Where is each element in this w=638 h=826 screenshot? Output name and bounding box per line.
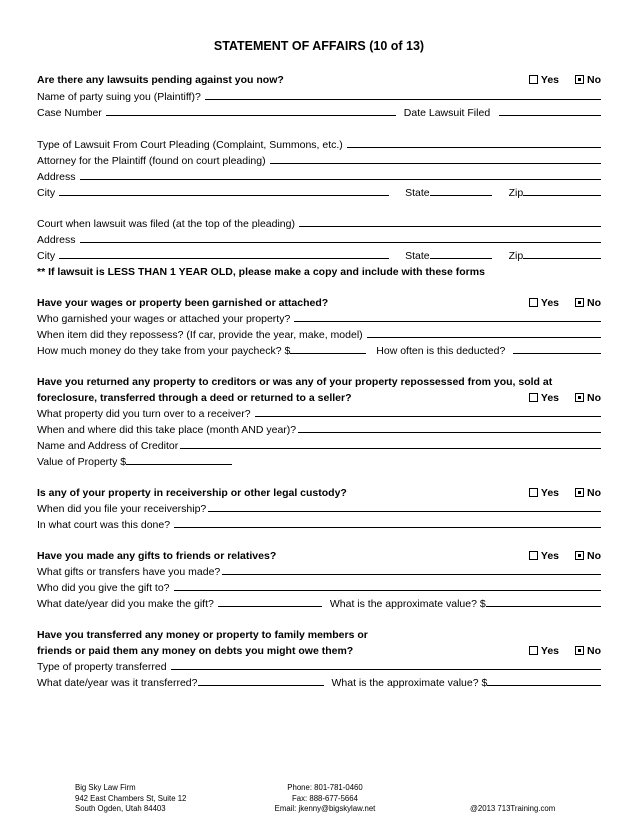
footer-fax: Fax: 888-677-5664 (292, 793, 358, 803)
zip-field[interactable] (523, 195, 601, 196)
lawsuit-type-row: Type of Lawsuit From Court Pleading (Complaint, Summons, etc.) (37, 136, 601, 151)
receiver-row: What property did you turn over to a receiver? (37, 405, 601, 420)
receivership-court-row: In what court was this done? (37, 516, 601, 531)
gifts-no-checkbox[interactable] (575, 551, 584, 560)
footer-city: South Ogden, Utah 84403 (75, 804, 166, 813)
footer-email: Email: jkenny@bigskylaw.net (274, 804, 376, 813)
creditor-row: Name and Address of Creditor (37, 437, 601, 452)
gifts-value-field[interactable] (486, 606, 601, 607)
receiver-property-field[interactable] (255, 416, 601, 417)
returned-question-l1: Have you returned any property to creditors or was any of your property repossessed from you, sold at (37, 376, 553, 388)
lawsuits-yes-no: Yes No (529, 74, 601, 86)
court-state-field[interactable] (430, 258, 492, 259)
address2-row: Address (37, 231, 601, 246)
footer-phone: Phone: 801-781-0460 (287, 783, 363, 792)
plaintiff-field[interactable] (205, 99, 601, 100)
receivership-when-field[interactable] (208, 511, 601, 512)
footer-firm-name: Big Sky Law Firm (75, 783, 136, 792)
court-row: Court when lawsuit was filed (at the top of the pleading) (37, 215, 601, 230)
transfer-type-row: Type of property transferred (37, 658, 601, 673)
lawsuit-type-field[interactable] (347, 147, 601, 148)
transfer-date-field[interactable] (198, 685, 324, 686)
attorney-field[interactable] (270, 163, 601, 164)
footer-copyright: @2013 713Training.com (470, 804, 556, 813)
returned-yes-checkbox[interactable] (529, 393, 538, 402)
attorney-row: Attorney for the Plaintiff (found on court pleading) (37, 152, 601, 167)
lawsuit-note: ** If lawsuit is LESS THAN 1 YEAR OLD, please make a copy and include with these forms (37, 266, 485, 278)
garnished-who-row: Who garnished your wages or attached your property? (37, 310, 601, 325)
garnished-no-checkbox[interactable] (575, 298, 584, 307)
garnished-yes-checkbox[interactable] (529, 298, 538, 307)
property-value-row: Value of Property $ (37, 453, 601, 468)
deduction-frequency-field[interactable] (513, 353, 601, 354)
case-number-row: Case Number Date Lawsuit Filed (37, 104, 601, 119)
receivership-court-field[interactable] (174, 527, 601, 528)
footer-contact-block (260, 783, 390, 815)
transfer-question-l2: friends or paid them any money on debts you might owe them? Yes No (37, 645, 601, 657)
paycheck-row: How much money do they take from your paycheck? $ How often is this deducted? (37, 342, 601, 357)
receivership-question: Is any of your property in receivership or other legal custody? Yes No (37, 487, 601, 499)
transfer-type-field[interactable] (171, 669, 601, 670)
city-row: City State Zip (37, 184, 601, 199)
lawsuits-yes-checkbox[interactable] (529, 75, 538, 84)
receivership-when-row: When did you file your receivership? (37, 500, 601, 515)
receivership-no-checkbox[interactable] (575, 488, 584, 497)
receivership-yes-checkbox[interactable] (529, 488, 538, 497)
when-where-row: When and where did this take place (month AND year)? (37, 421, 601, 436)
address-field[interactable] (80, 179, 601, 180)
gifts-who-row: Who did you give the gift to? (37, 579, 601, 594)
city-field[interactable] (59, 195, 389, 196)
gifts-what-row: What gifts or transfers have you made? (37, 563, 601, 578)
state-field[interactable] (430, 195, 492, 196)
garnished-question: Have your wages or property been garnished or attached? Yes No (37, 297, 601, 309)
court-field[interactable] (299, 226, 601, 227)
plaintiff-row: Name of party suing you (Plaintiff)? (37, 88, 601, 103)
property-value-field[interactable] (126, 464, 232, 465)
lawsuits-no-checkbox[interactable] (575, 75, 584, 84)
gifts-question: Have you made any gifts to friends or relatives? Yes No (37, 550, 601, 562)
creditor-field[interactable] (180, 448, 601, 449)
transfer-question-l1: Have you transferred any money or property to family members or (37, 629, 368, 641)
repossess-when-field[interactable] (367, 337, 601, 338)
gifts-date-row: What date/year did you make the gift? What is the approximate value? $ (37, 595, 601, 610)
footer-firm-block (75, 783, 186, 815)
transfer-value-field[interactable] (487, 685, 601, 686)
transfer-no-checkbox[interactable] (575, 646, 584, 655)
gifts-who-field[interactable] (174, 590, 602, 591)
paycheck-amount-field[interactable] (290, 353, 366, 354)
court-zip-field[interactable] (523, 258, 601, 259)
when-where-field[interactable] (298, 432, 601, 433)
repossess-when-row: When item did they repossess? (If car, provide the year, make, model) (37, 326, 601, 341)
transfer-date-row: What date/year was it transferred? What is the approximate value? $ (37, 674, 601, 689)
garnished-who-field[interactable] (294, 321, 601, 322)
case-number-field[interactable] (106, 115, 396, 116)
gifts-what-field[interactable] (222, 574, 601, 575)
date-filed-field[interactable] (499, 115, 601, 116)
court-city-field[interactable] (59, 258, 389, 259)
page-title: STATEMENT OF AFFAIRS (10 of 13) (213, 39, 425, 53)
address-row: Address (37, 168, 601, 183)
court-address-field[interactable] (80, 242, 601, 243)
returned-no-checkbox[interactable] (575, 393, 584, 402)
gifts-date-field[interactable] (218, 606, 322, 607)
city2-row: City State Zip (37, 247, 601, 262)
gifts-yes-checkbox[interactable] (529, 551, 538, 560)
returned-question-l2: foreclosure, transferred through a deed or returned to a seller? Yes No (37, 392, 601, 404)
lawsuits-question: Are there any lawsuits pending against you now? Yes No (37, 74, 601, 86)
footer-street: 942 East Chambers St, Suite 12 (75, 793, 187, 803)
transfer-yes-checkbox[interactable] (529, 646, 538, 655)
